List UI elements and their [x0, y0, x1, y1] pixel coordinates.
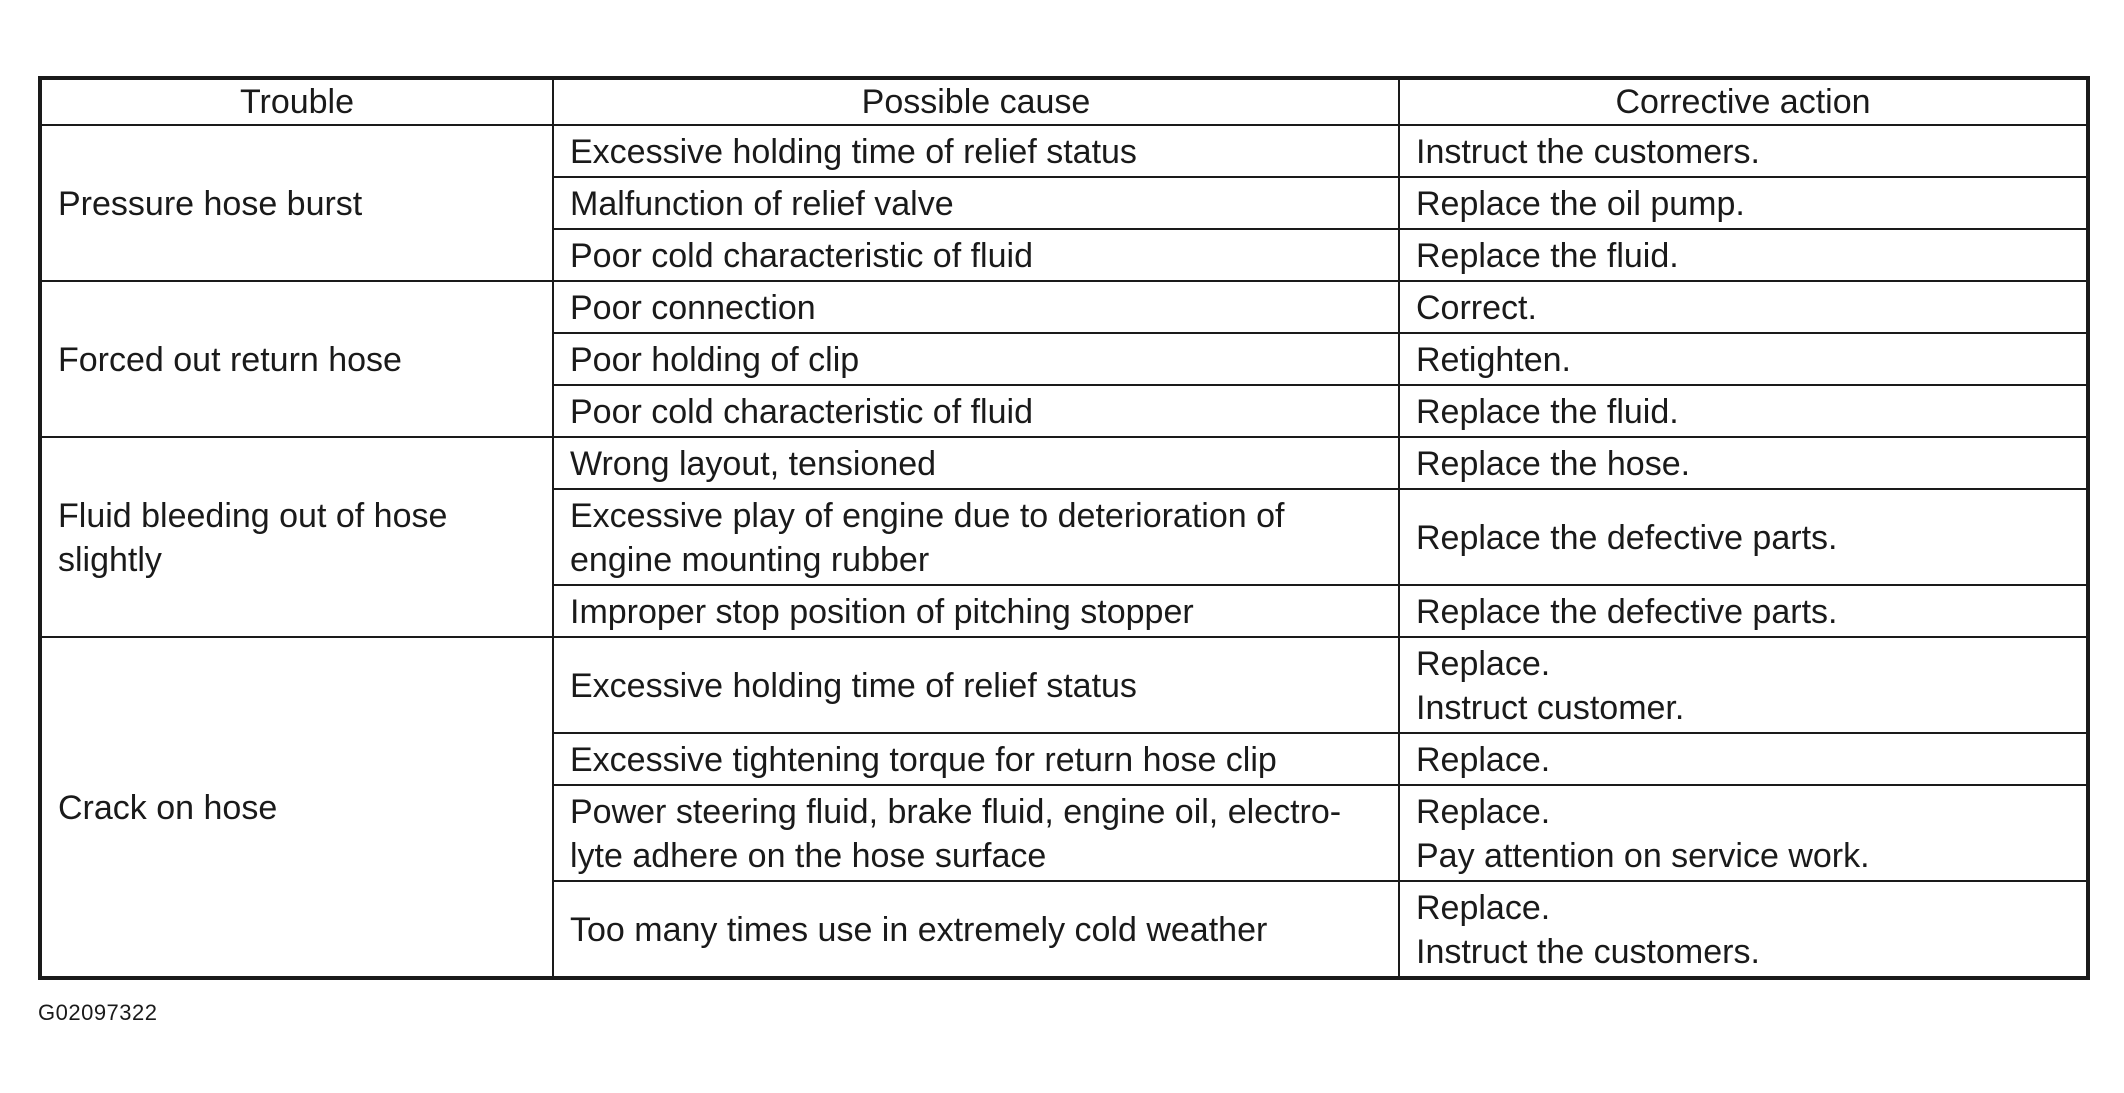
cause-cell: [553, 881, 1399, 978]
cause-text: lyte adhere on the hose surface: [570, 837, 1047, 875]
table-row: [40, 637, 2088, 733]
action-cell: [1399, 281, 2088, 333]
table-row: [40, 125, 2088, 177]
action-cell: [1399, 333, 2088, 385]
action-cell: [1399, 437, 2088, 489]
cause-cell: [553, 229, 1399, 281]
cause-text: Excessive holding time of relief status: [570, 133, 1137, 171]
cause-text: Poor cold characteristic of fluid: [570, 237, 1033, 275]
action-cell: [1399, 385, 2088, 437]
cause-text: Poor holding of clip: [570, 341, 860, 379]
action-text: Replace the defective parts.: [1416, 593, 1838, 631]
cause-cell: [553, 385, 1399, 437]
action-cell: [1399, 125, 2088, 177]
cause-text: Malfunction of relief valve: [570, 185, 954, 223]
header-corrective-action: Corrective action: [1399, 78, 2088, 125]
action-text: Replace.: [1416, 793, 1551, 831]
cause-text: Improper stop position of pitching stopper: [570, 593, 1194, 631]
cause-cell: [553, 733, 1399, 785]
action-text: Replace the fluid.: [1416, 237, 1679, 275]
action-cell: [1399, 177, 2088, 229]
trouble-cell: [40, 125, 553, 281]
cause-text: engine mounting rubber: [570, 541, 930, 579]
action-cell: [1399, 585, 2088, 637]
trouble-text: Fluid bleeding out of hose: [58, 497, 448, 535]
action-cell: [1399, 785, 2088, 881]
table-row: [40, 281, 2088, 333]
action-text: Replace.: [1416, 741, 1551, 779]
action-cell: [1399, 733, 2088, 785]
trouble-text: slightly: [58, 541, 162, 579]
action-text: Replace the fluid.: [1416, 393, 1679, 431]
table-row: [40, 437, 2088, 489]
action-text: Pay attention on service work.: [1416, 837, 1870, 875]
table-body: [40, 125, 2088, 978]
action-cell: [1399, 881, 2088, 978]
trouble-text: Crack on hose: [58, 789, 278, 827]
figure-id: G02097322: [38, 1000, 158, 1025]
action-text: Replace the oil pump.: [1416, 185, 1745, 223]
header-row: [40, 78, 2088, 125]
cause-cell: [553, 125, 1399, 177]
action-text: Instruct the customers.: [1416, 933, 1760, 971]
cause-cell: [553, 489, 1399, 585]
troubleshooting-table-container: [38, 76, 2090, 980]
cause-cell: [553, 333, 1399, 385]
cause-text: Too many times use in extremely cold weather: [570, 911, 1268, 949]
cause-cell: [553, 177, 1399, 229]
troubleshooting-table: [38, 76, 2090, 980]
cause-cell: [553, 785, 1399, 881]
action-text: Replace the defective parts.: [1416, 519, 1838, 557]
cause-cell: [553, 281, 1399, 333]
action-text: Instruct customer.: [1416, 689, 1685, 727]
header-trouble: Trouble: [40, 78, 553, 125]
cause-text: Power steering fluid, brake fluid, engine oil, electro-: [570, 793, 1342, 831]
header-possible-cause: Possible cause: [553, 78, 1399, 125]
cause-text: Wrong layout, tensioned: [570, 445, 937, 483]
trouble-text: Pressure hose burst: [58, 185, 363, 223]
action-cell: [1399, 489, 2088, 585]
action-cell: [1399, 637, 2088, 733]
trouble-cell: [40, 637, 553, 978]
action-text: Instruct the customers.: [1416, 133, 1760, 171]
trouble-cell: [40, 437, 553, 637]
cause-cell: [553, 585, 1399, 637]
cause-text: Excessive tightening torque for return hose clip: [570, 741, 1277, 779]
action-text: Correct.: [1416, 289, 1537, 327]
cause-cell: [553, 637, 1399, 733]
trouble-cell: [40, 281, 553, 437]
cause-text: Excessive holding time of relief status: [570, 667, 1137, 705]
action-cell: [1399, 229, 2088, 281]
cause-text: Poor cold characteristic of fluid: [570, 393, 1033, 431]
cause-text: Excessive play of engine due to deterioration of: [570, 497, 1285, 535]
action-text: Replace.: [1416, 645, 1551, 683]
action-text: Replace the hose.: [1416, 445, 1691, 483]
cause-text: Poor connection: [570, 289, 816, 327]
trouble-text: Forced out return hose: [58, 341, 402, 379]
cause-cell: [553, 437, 1399, 489]
action-text: Retighten.: [1416, 341, 1571, 379]
action-text: Replace.: [1416, 889, 1551, 927]
